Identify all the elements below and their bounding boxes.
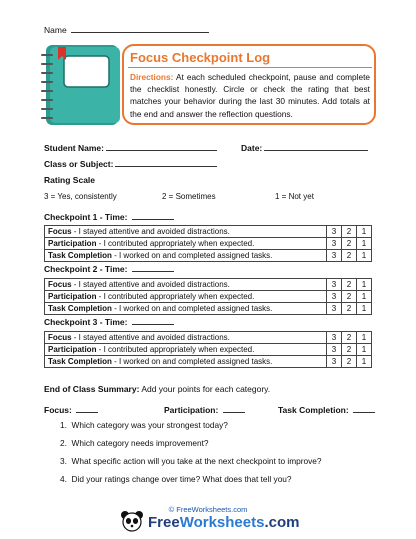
question-item (60, 456, 322, 466)
item-label: Task Completion (48, 356, 112, 366)
table-row (45, 238, 372, 250)
rating-2-option[interactable]: 2 (342, 303, 357, 315)
rating-2-option[interactable]: 2 (342, 344, 357, 356)
item-label: Focus (48, 279, 72, 289)
rating-2-option[interactable]: 2 (342, 291, 357, 303)
rating-1-option[interactable]: 1 (357, 238, 372, 250)
student-name-field (44, 142, 217, 153)
page-title: Focus Checkpoint Log (130, 50, 271, 65)
date-label: Date: (241, 143, 263, 153)
item-label: Focus (48, 226, 72, 236)
item-cell (45, 250, 327, 262)
rating-2-option[interactable]: 2 (342, 356, 357, 368)
date-field (241, 142, 368, 153)
table-row (45, 356, 372, 368)
question-text: What specific action will you take at the next checkpoint to improve? (71, 456, 322, 466)
summary-participation-line[interactable] (223, 404, 245, 413)
rating-2-option[interactable]: 2 (342, 238, 357, 250)
student-name-input-line[interactable] (106, 142, 217, 151)
name-field (44, 24, 209, 35)
checkpoint-time-line[interactable] (132, 211, 174, 220)
item-text: - I stayed attentive and avoided distractions. (71, 226, 230, 236)
rating-3-option[interactable]: 3 (327, 332, 342, 344)
question-item (60, 438, 209, 448)
notebook-icon (40, 43, 126, 127)
item-text: - I worked on and completed assigned tasks. (111, 356, 273, 366)
rating-1-option[interactable]: 1 (357, 303, 372, 315)
item-label: Participation (48, 344, 97, 354)
item-text: - I stayed attentive and avoided distractions. (71, 279, 230, 289)
rating-1-option[interactable]: 1 (357, 279, 372, 291)
class-subject-input-line[interactable] (115, 158, 217, 167)
name-label: Name (44, 25, 67, 35)
rating-sometimes: 2 = Sometimes (162, 192, 216, 201)
summary-text: Add your points for each category. (139, 384, 271, 394)
question-number: 4. (60, 474, 67, 484)
checkpoint-title-label: Checkpoint 1 - Time: (44, 212, 130, 222)
date-input-line[interactable] (264, 142, 368, 151)
rating-2-option[interactable]: 2 (342, 226, 357, 238)
rating-2-option[interactable]: 2 (342, 250, 357, 262)
rating-3-option[interactable]: 3 (327, 303, 342, 315)
item-cell (45, 279, 327, 291)
rating-3-option[interactable]: 3 (327, 250, 342, 262)
directions-label: Directions: (130, 72, 174, 82)
panda-logo-icon (120, 510, 144, 532)
name-input-line[interactable] (71, 24, 209, 33)
checkpoint-2-table (44, 278, 372, 315)
item-label: Focus (48, 332, 72, 342)
table-row (45, 226, 372, 238)
directions (130, 71, 370, 120)
checkpoint-time-line[interactable] (132, 316, 174, 325)
item-cell (45, 303, 327, 315)
brand-com: .com (264, 514, 300, 531)
directions-text: At each scheduled checkpoint, pause and complete the checklist honestly. Circle or check the rating that best matches your behavior during the last 30 minutes. Add totals at the end and answer the reflection questions. (130, 72, 370, 119)
rating-3-option[interactable]: 3 (327, 344, 342, 356)
rating-1-option[interactable]: 1 (357, 332, 372, 344)
rating-not-yet: 1 = Not yet (275, 192, 314, 201)
question-number: 2. (60, 438, 67, 448)
checkpoint-time-line[interactable] (132, 263, 174, 272)
item-cell (45, 226, 327, 238)
rating-3-option[interactable]: 3 (327, 356, 342, 368)
brand-free: Free (148, 514, 180, 531)
item-cell (45, 332, 327, 344)
question-text: Which category was your strongest today? (71, 420, 228, 430)
question-text: Which category needs improvement? (71, 438, 209, 448)
checkpoint-2-title (44, 263, 174, 274)
rating-1-option[interactable]: 1 (357, 356, 372, 368)
item-label: Participation (48, 238, 97, 248)
table-row (45, 250, 372, 262)
rating-3-option[interactable]: 3 (327, 279, 342, 291)
summary-title: End of Class Summary: (44, 384, 140, 394)
summary-task-completion-label: Task Completion: (278, 405, 352, 415)
item-cell (45, 356, 327, 368)
table-row (45, 303, 372, 315)
summary-focus-label: Focus: (44, 405, 75, 415)
question-item (60, 474, 292, 484)
rating-1-option[interactable]: 1 (357, 291, 372, 303)
rating-1-option[interactable]: 1 (357, 344, 372, 356)
class-subject-label: Class or Subject: (44, 159, 114, 169)
rating-2-option[interactable]: 2 (342, 332, 357, 344)
item-text: - I worked on and completed assigned tasks. (111, 250, 273, 260)
checkpoint-1-title (44, 211, 174, 222)
summary-heading (44, 384, 270, 394)
table-row (45, 332, 372, 344)
checkpoint-3-table (44, 331, 372, 368)
rating-3-option[interactable]: 3 (327, 226, 342, 238)
summary-participation-label: Participation: (164, 405, 221, 415)
rating-3-option[interactable]: 3 (327, 291, 342, 303)
table-row (45, 279, 372, 291)
header-divider (128, 67, 372, 68)
table-row (45, 344, 372, 356)
table-row (45, 291, 372, 303)
checkpoint-title-label: Checkpoint 3 - Time: (44, 317, 130, 327)
footer-brand (148, 514, 299, 531)
checkpoint-1-table (44, 225, 372, 262)
item-text: - I contributed appropriately when expected. (96, 344, 255, 354)
rating-1-option[interactable]: 1 (357, 226, 372, 238)
summary-task-completion (278, 404, 375, 415)
item-text: - I contributed appropriately when expected. (96, 238, 255, 248)
checkpoint-3-title (44, 316, 174, 327)
rating-yes: 3 = Yes, consistently (44, 192, 117, 201)
summary-task-completion-line[interactable] (353, 404, 375, 413)
item-text: - I stayed attentive and avoided distractions. (71, 332, 230, 342)
summary-focus (44, 404, 98, 415)
summary-participation (164, 404, 245, 415)
question-number: 3. (60, 456, 67, 466)
summary-focus-line[interactable] (76, 404, 98, 413)
question-item (60, 420, 228, 430)
item-cell (45, 238, 327, 250)
checkpoint-title-label: Checkpoint 2 - Time: (44, 264, 130, 274)
rating-3-option[interactable]: 3 (327, 238, 342, 250)
rating-2-option[interactable]: 2 (342, 279, 357, 291)
class-subject-field (44, 158, 217, 169)
item-cell (45, 344, 327, 356)
student-name-label: Student Name: (44, 143, 104, 153)
footer-url[interactable]: © FreeWorksheets.com (168, 505, 248, 514)
item-label: Participation (48, 291, 97, 301)
item-cell (45, 291, 327, 303)
question-number: 1. (60, 420, 67, 430)
item-label: Task Completion (48, 303, 112, 313)
item-text: - I contributed appropriately when expected. (96, 291, 255, 301)
item-text: - I worked on and completed assigned tasks. (111, 303, 273, 313)
question-text: Did your ratings change over time? What does that tell you? (71, 474, 292, 484)
item-label: Task Completion (48, 250, 112, 260)
rating-scale-title: Rating Scale (44, 175, 96, 185)
rating-1-option[interactable]: 1 (357, 250, 372, 262)
brand-worksheets: Worksheets (179, 514, 265, 531)
